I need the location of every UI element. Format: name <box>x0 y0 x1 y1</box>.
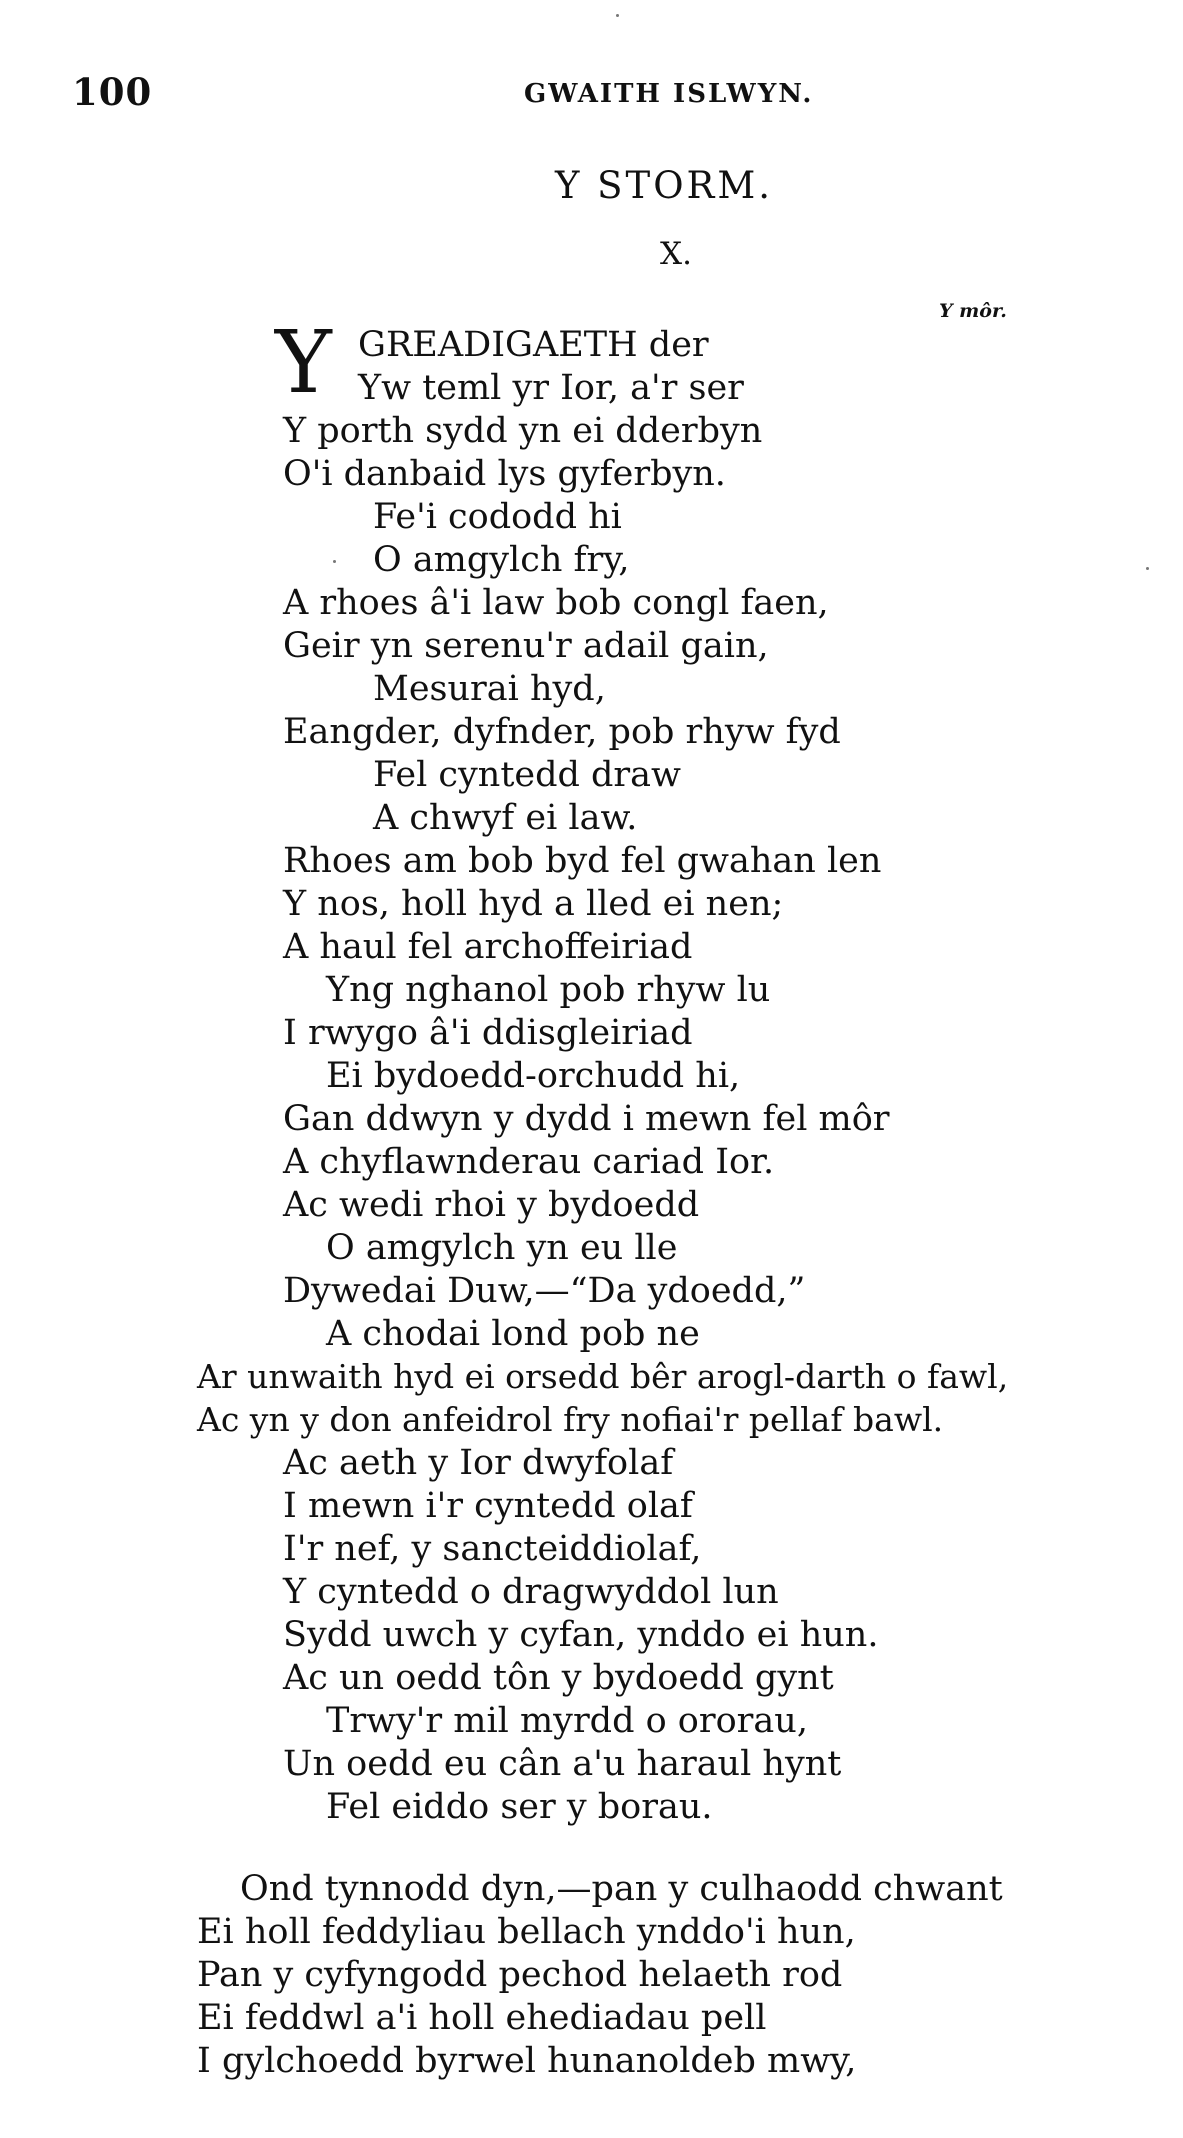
verse-line: A chwyf ei law. <box>373 798 638 838</box>
verse-line: Yw teml yr Ior, a'r ser <box>358 368 744 408</box>
verse-line: Ac yn y don anfeidrol fry nofiai'r pellaf bawl. <box>197 1400 944 1439</box>
verse-line: Yng nghanol pob rhyw lu <box>326 970 771 1010</box>
verse-line: O'i danbaid lys gyferbyn. <box>283 454 726 494</box>
verse-line: Ac un oedd tôn y bydoedd gynt <box>283 1658 834 1698</box>
verse-line: Trwy'r mil myrdd o ororau, <box>326 1701 808 1741</box>
print-speck <box>333 560 336 563</box>
verse-line: Fel eiddo ser y borau. <box>326 1787 713 1827</box>
verse-line: Sydd uwch y cyfan, ynddo ei hun. <box>283 1615 879 1655</box>
verse-line: Ei holl feddyliau bellach ynddo'i hun, <box>197 1912 856 1952</box>
verse-line: I rwygo â'i ddisgleiriad <box>283 1013 693 1053</box>
verse-line: A haul fel archoffeiriad <box>283 927 693 967</box>
verse-line: Y porth sydd yn ei dderbyn <box>283 411 763 451</box>
poem-title: Y STORM. <box>555 164 774 207</box>
print-speck <box>1146 567 1149 570</box>
verse-line: I'r nef, y sancteiddiolaf, <box>283 1529 702 1569</box>
verse-line: Ei feddwl a'i holl ehediadau pell <box>197 1998 767 2038</box>
verse-line: A chodai lond pob ne <box>326 1314 700 1354</box>
margin-note: Y môr. <box>939 300 1007 322</box>
section-numeral: X. <box>660 236 692 272</box>
verse-line: I gylchoedd byrwel hunanoldeb mwy, <box>197 2041 857 2081</box>
verse-line: A rhoes â'i law bob congl faen, <box>283 583 829 623</box>
verse-line: Gan ddwyn y dydd i mewn fel môr <box>283 1099 890 1139</box>
verse-line: Ond tynnodd dyn,—pan y culhaodd chwant <box>240 1869 1003 1909</box>
verse-line: Ar unwaith hyd ei orsedd bêr arogl-darth o fawl, <box>197 1357 1009 1396</box>
verse-line: O amgylch fry, <box>373 540 630 580</box>
verse-line: Ei bydoedd-orchudd hi, <box>326 1056 741 1096</box>
print-speck <box>616 14 619 17</box>
verse-line: O amgylch yn eu lle <box>326 1228 678 1268</box>
verse-line: Fe'i cododd hi <box>373 497 622 537</box>
verse-line: Eangder, dyfnder, pob rhyw fyd <box>283 712 841 752</box>
verse-line: Pan y cyfyngodd pechod helaeth rod <box>197 1955 843 1995</box>
verse-line: Ac wedi rhoi y bydoedd <box>283 1185 700 1225</box>
verse-line: Rhoes am bob byd fel gwahan len <box>283 841 882 881</box>
running-head: GWAITH ISLWYN. <box>524 79 814 109</box>
verse-line: Fel cyntedd draw <box>373 755 681 795</box>
verse-line: Y nos, holl hyd a lled ei nen; <box>283 884 784 924</box>
verse-line: Geir yn serenu'r adail gain, <box>283 626 769 666</box>
drop-cap: Y <box>275 313 332 413</box>
verse-line: A chyflawnderau cariad Ior. <box>283 1142 775 1182</box>
page-number: 100 <box>72 70 153 114</box>
verse-line: I mewn i'r cyntedd olaf <box>283 1486 693 1526</box>
verse-line-first: GREADIGAETH der <box>358 325 709 365</box>
verse-line: Un oedd eu cân a'u haraul hynt <box>283 1744 842 1784</box>
verse-line: Mesurai hyd, <box>373 669 606 709</box>
verse-line: Y cyntedd o dragwyddol lun <box>283 1572 779 1612</box>
verse-line: Dywedai Duw,—“Da ydoedd,” <box>283 1271 806 1311</box>
verse-line: Ac aeth y Ior dwyfolaf <box>283 1443 674 1483</box>
